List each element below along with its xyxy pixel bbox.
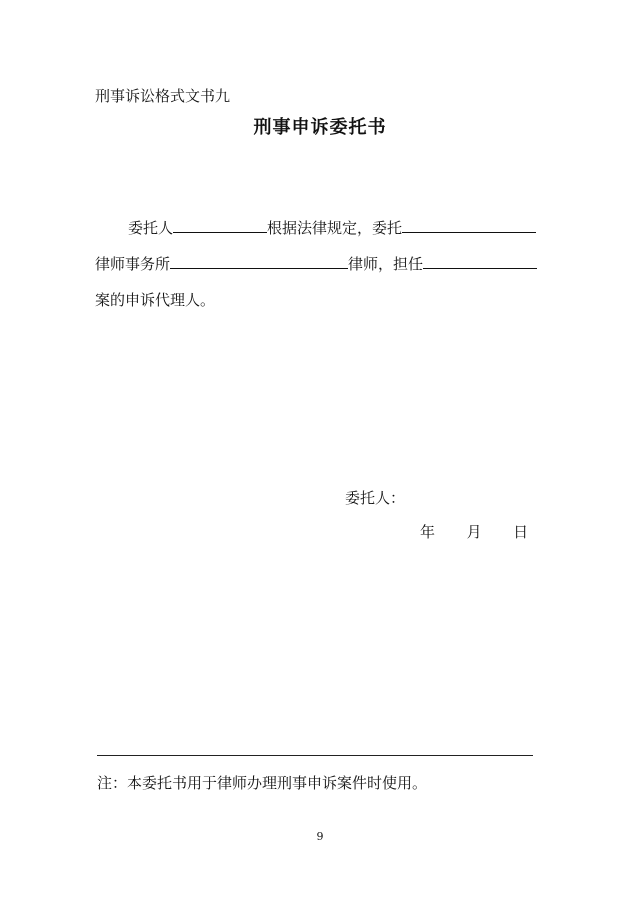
lawyer-label: 律师，担任 <box>348 255 424 273</box>
firm-name-blank <box>402 218 536 233</box>
date-day: 日 <box>513 523 529 541</box>
signature-date <box>420 522 528 542</box>
footnote: 注：本委托书用于律师办理刑事申诉案件时使用。 <box>97 774 428 792</box>
page-number: 9 <box>316 830 324 843</box>
date-month: 月 <box>466 523 482 541</box>
case-name-blank <box>423 254 537 269</box>
body-line-3: 案的申诉代理人。 <box>95 291 216 309</box>
date-year: 年 <box>420 523 436 541</box>
firm-label: 律师事务所 <box>95 255 171 273</box>
body-line-2 <box>95 254 537 274</box>
document-form-label: 刑事诉讼格式文书九 <box>95 87 231 105</box>
clause-text: 根据法律规定，委托 <box>267 219 403 237</box>
lawyer-name-blank <box>170 254 348 269</box>
body-line-1 <box>128 218 536 238</box>
document-title: 刑事申诉委托书 <box>253 117 387 138</box>
note-divider <box>97 755 533 756</box>
client-label: 委托人 <box>128 219 174 237</box>
client-name-blank <box>173 218 267 233</box>
signature-client-label: 委托人： <box>345 489 406 507</box>
